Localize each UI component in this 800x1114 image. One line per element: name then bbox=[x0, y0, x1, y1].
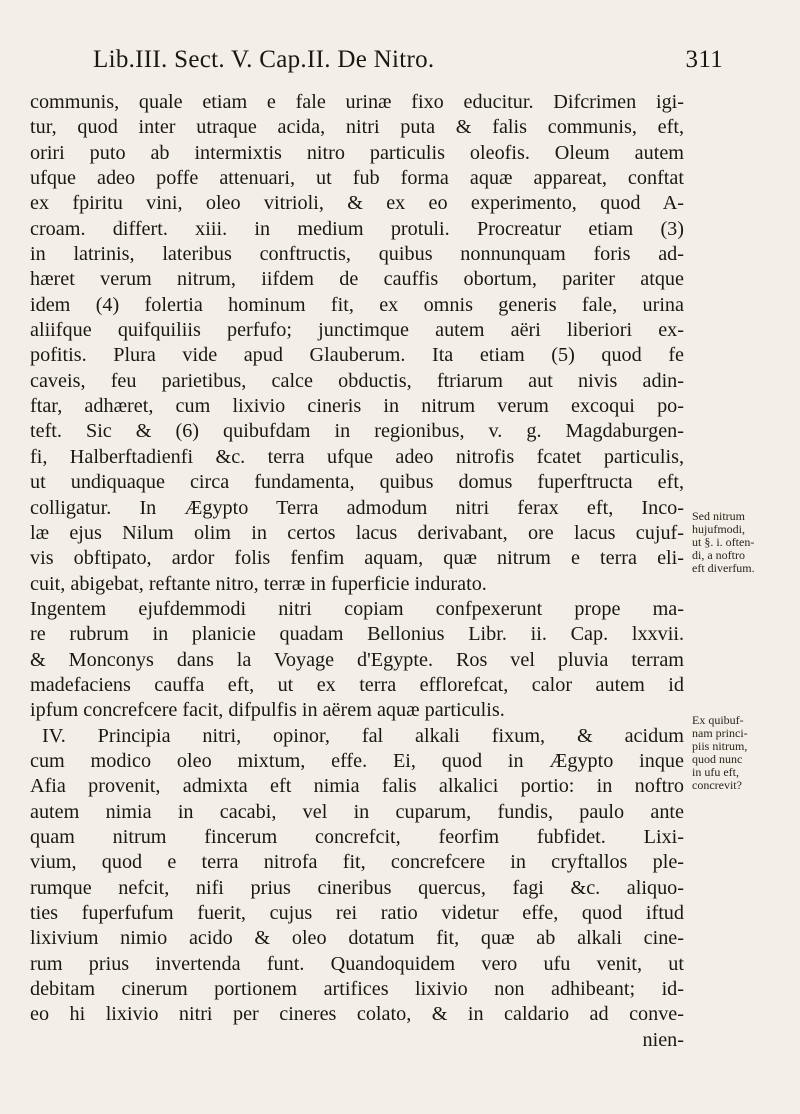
text-line: vium, quod e terra nitrofa fit, concrefcere in cryftallos ple- bbox=[30, 851, 684, 874]
marginal-note-line: eft diverfum. bbox=[692, 561, 755, 575]
marginal-note-line: di, a noftro bbox=[692, 548, 745, 562]
text-line: aliifque quifquiliis perfufo; junctimque autem aëri liberiori ex- bbox=[30, 319, 684, 342]
text-line: fi, Halberftadienfi &c. terra ufque adeo nitrofis fcatet particulis, bbox=[30, 445, 684, 468]
text-line: debitam cinerum portionem artifices lixivio non adhibeant; id- bbox=[30, 978, 684, 1001]
text-line: idem (4) folertia hominum fit, ex omnis generis fale, urina bbox=[30, 293, 684, 316]
text-line: tur, quod inter utraque acida, nitri puta & falis communis, eft, bbox=[30, 116, 684, 139]
text-line: ipfum concrefcere facit, difpulfis in aërem aquæ particulis. bbox=[30, 699, 505, 722]
text-line: eo hi lixivio nitri per cineres colato, & in caldario ad conve- bbox=[30, 1003, 684, 1026]
text-line: oriri puto ab intermixtis nitro particulis oleofis. Oleum autem bbox=[30, 141, 684, 164]
marginal-note-line: nam princi- bbox=[692, 726, 748, 740]
text-line: pofitis. Plura vide apud Glauberum. Ita etiam (5) quod fe bbox=[30, 344, 684, 367]
text-line: croam. differt. xiii. in medium protuli. Procreatur etiam (3) bbox=[30, 217, 684, 240]
text-line: ties fuperfufum fuerit, cujus rei ratio videtur effe, quod iftud bbox=[30, 902, 684, 924]
catchword: nien- bbox=[642, 1028, 684, 1051]
text-line: autem nimia in cacabi, vel in cuparum, fundis, paulo ante bbox=[30, 800, 684, 823]
marginal-note-line: Sed nitrum bbox=[692, 509, 745, 523]
text-line: ut undiquaque circa fundamenta, quibus domus fuperftructa eft, bbox=[30, 471, 684, 494]
page-header bbox=[93, 46, 723, 86]
marginal-note bbox=[692, 714, 792, 792]
text-line: Ingentem ejufdemmodi nitri copiam confpexerunt prope ma- bbox=[30, 597, 684, 620]
text-line: hæret verum nitrum, iifdem de cauffis obortum, pariter atque bbox=[30, 268, 684, 291]
text-line: ftar, adhæret, cum lixivio cineris in nitrum verum excoqui po- bbox=[30, 395, 684, 418]
text-line: IV. Principia nitri, opinor, fal alkali fixum, & acidum bbox=[42, 724, 684, 747]
text-line: re rubrum in planicie quadam Bellonius Libr. ii. Cap. lxxvii. bbox=[30, 623, 684, 646]
marginal-note-line: in ufu eft, bbox=[692, 765, 739, 779]
text-line: cuit, abigebat, reftante nitro, terræ in fuperficie indurato. bbox=[30, 572, 487, 595]
running-title: Lib.III. Sect. V. Cap.II. De Nitro. bbox=[93, 46, 435, 73]
text-line: quam nitrum fincerum concrefcit, feorfim fubfidet. Lixi- bbox=[30, 825, 684, 848]
text-line: madefaciens cauffa eft, ut ex terra efflorefcat, calor autem id bbox=[30, 673, 684, 696]
marginal-note bbox=[692, 510, 792, 575]
marginal-note-line: concrevit? bbox=[692, 778, 742, 792]
text-line: communis, quale etiam e fale urinæ fixo educitur. Difcrimen igi- bbox=[30, 91, 684, 113]
marginal-note-line: hujufmodi, bbox=[692, 522, 745, 536]
text-line: ufque adeo poffe attenuari, ut fub forma aquæ appareat, conftat bbox=[30, 167, 684, 190]
text-line: rum prius invertenda funt. Quandoquidem vero ufu venit, ut bbox=[30, 952, 684, 975]
text-line: colligatur. In Ægypto Terra admodum nitri ferax eft, Inco- bbox=[30, 496, 684, 519]
text-line: in latrinis, lateribus conftructis, quibus nonnunquam foris ad- bbox=[30, 243, 684, 266]
text-line: caveis, feu parietibus, calce obductis, ftriarum aut nivis adin- bbox=[30, 369, 684, 392]
marginal-note-line: Ex quibuf- bbox=[692, 713, 744, 727]
text-line: teft. Sic & (6) quibufdam in regionibus, v. g. Magdaburgen- bbox=[30, 420, 684, 443]
marginal-note-line: ut §. i. often- bbox=[692, 535, 755, 549]
main-text bbox=[30, 90, 684, 1053]
page-number: 311 bbox=[685, 46, 723, 73]
text-line: læ ejus Nilum olim in certos lacus derivabant, ore lacus cujuf- bbox=[30, 521, 684, 544]
marginal-note-line: quod nunc bbox=[692, 752, 743, 766]
text-line: lixivium nimio acido & oleo dotatum fit, quæ ab alkali cine- bbox=[30, 927, 684, 950]
text-line: rumque nefcit, nifi prius cineribus quercus, fagi &c. aliquo- bbox=[30, 876, 684, 899]
text-line: ex fpiritu vini, oleo vitrioli, & ex eo experimento, quod A- bbox=[30, 192, 684, 215]
text-line: & Monconys dans la Voyage d'Egypte. Ros vel pluvia terram bbox=[30, 648, 684, 671]
marginal-note-line: piis nitrum, bbox=[692, 739, 748, 753]
text-line: Afia provenit, admixta eft nimia falis alkalici portio: in noftro bbox=[30, 775, 684, 798]
text-line: cum modico oleo mixtum, effe. Ei, quod in Ægypto inque bbox=[30, 749, 684, 772]
text-line: vis obftipato, ardor folis fenfim aquam, quæ nitrum e terra eli- bbox=[30, 547, 684, 570]
